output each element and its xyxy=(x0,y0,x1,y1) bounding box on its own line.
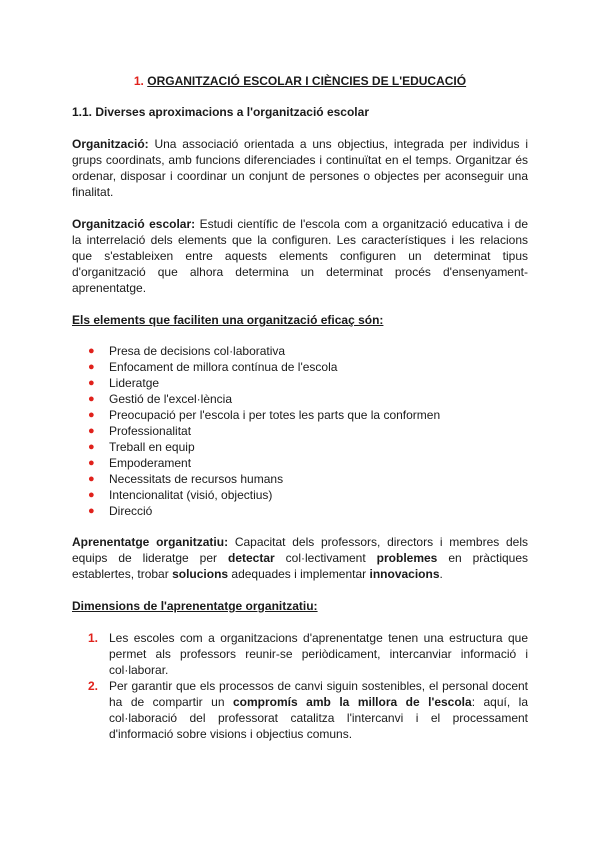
elements-heading: Els elements que faciliten una organització eficaç són: xyxy=(72,313,384,327)
list-item: ● Lideratge xyxy=(88,376,160,390)
definition-term: Organització escolar: xyxy=(72,217,196,231)
bullet-icon: ● xyxy=(88,377,95,389)
list-item: ● Intencionalitat (visió, objectius) xyxy=(88,488,273,502)
list-item: 2. Per garantir que els processos de canvi siguin sostenibles, el personal docent ha de compartir un compromís amb la millora de l'escola: aquí, la col·laboració del professorat catalitza l'intercanvi i el processament d'informació sobre visions i objectius comuns. xyxy=(88,679,529,741)
elements-list xyxy=(72,343,440,519)
list-item: ● Necessitats de recursos humans xyxy=(88,472,284,486)
bullet-icon: ● xyxy=(88,361,95,373)
bullet-icon: ● xyxy=(88,409,95,421)
section-subheading: 1.1. Diverses aproximacions a l'organització escolar xyxy=(72,105,369,119)
bullet-icon: ● xyxy=(88,473,95,485)
definition-text: Estudi científic de l'escola com a organització educativa i de la interrelació dels elements que la configuren. Les característiques i les relacions que s'estableixen entre aquests elements configuren un determinat tipus d'organització que alhora determina un determinat procés d'ensenyament-aprenentatge. xyxy=(72,217,529,295)
bullet-icon: ● xyxy=(88,393,95,405)
bullet-icon: ● xyxy=(88,425,95,437)
item-number: 1. xyxy=(88,631,99,645)
definition-text: Una associació orientada a uns objectius, integrada per individus i grups coordinats, amb funcions diferenciades i continuïtat en el temps. Organitzar és ordenar, disposar i coordinar un conjunt de persones o objectes per aconseguir una finalitat. xyxy=(72,137,528,199)
page-title xyxy=(72,73,528,89)
item-number: 2. xyxy=(88,679,99,693)
bullet-icon: ● xyxy=(88,345,95,357)
list-item: ● Preocupació per l'escola i per totes les parts que la conformen xyxy=(88,408,441,422)
list-item: ● Direcció xyxy=(88,504,153,518)
definition-organitzacio-escolar xyxy=(72,216,528,296)
definition-organitzacio xyxy=(72,136,528,200)
list-item: ● Professionalitat xyxy=(88,424,192,438)
bullet-icon: ● xyxy=(88,441,95,453)
dimensions-list xyxy=(72,630,528,742)
definition-aprenentatge-organitzatiu: Aprenentatge organitzatiu: Capacitat dels professors, directors i membres dels equips de lideratge per detectar col·lectivament problemes en pràctiques establertes, trobar solucions adequades i implementar innovacions. xyxy=(72,535,529,581)
bullet-icon: ● xyxy=(88,489,95,501)
bullet-icon: ● xyxy=(88,457,95,469)
list-item: ● Treball en equip xyxy=(88,440,195,454)
title-number: 1. xyxy=(133,74,144,88)
dimensions-heading: Dimensions de l'aprenentatge organitzatiu: xyxy=(72,599,318,613)
title-text: ORGANITZACIÓ ESCOLAR I CIÈNCIES DE L'EDUCACIÓ xyxy=(147,74,467,88)
definition-term: Aprenentatge organitzatiu: xyxy=(72,535,229,549)
list-item: ● Enfocament de millora contínua de l'escola xyxy=(88,360,338,374)
definition-term: Organització: xyxy=(72,137,149,151)
bullet-icon: ● xyxy=(88,505,95,517)
list-item: 1. Les escoles com a organitzacions d'aprenentatge tenen una estructura que permet als professors reunir-se periòdicament, intercanviar informació i col·laborar. xyxy=(88,631,528,677)
list-item: ● Presa de decisions col·laborativa xyxy=(88,344,286,358)
list-item: ● Empoderament xyxy=(88,456,192,470)
list-item: ● Gestió de l'excel·lència xyxy=(88,392,233,406)
